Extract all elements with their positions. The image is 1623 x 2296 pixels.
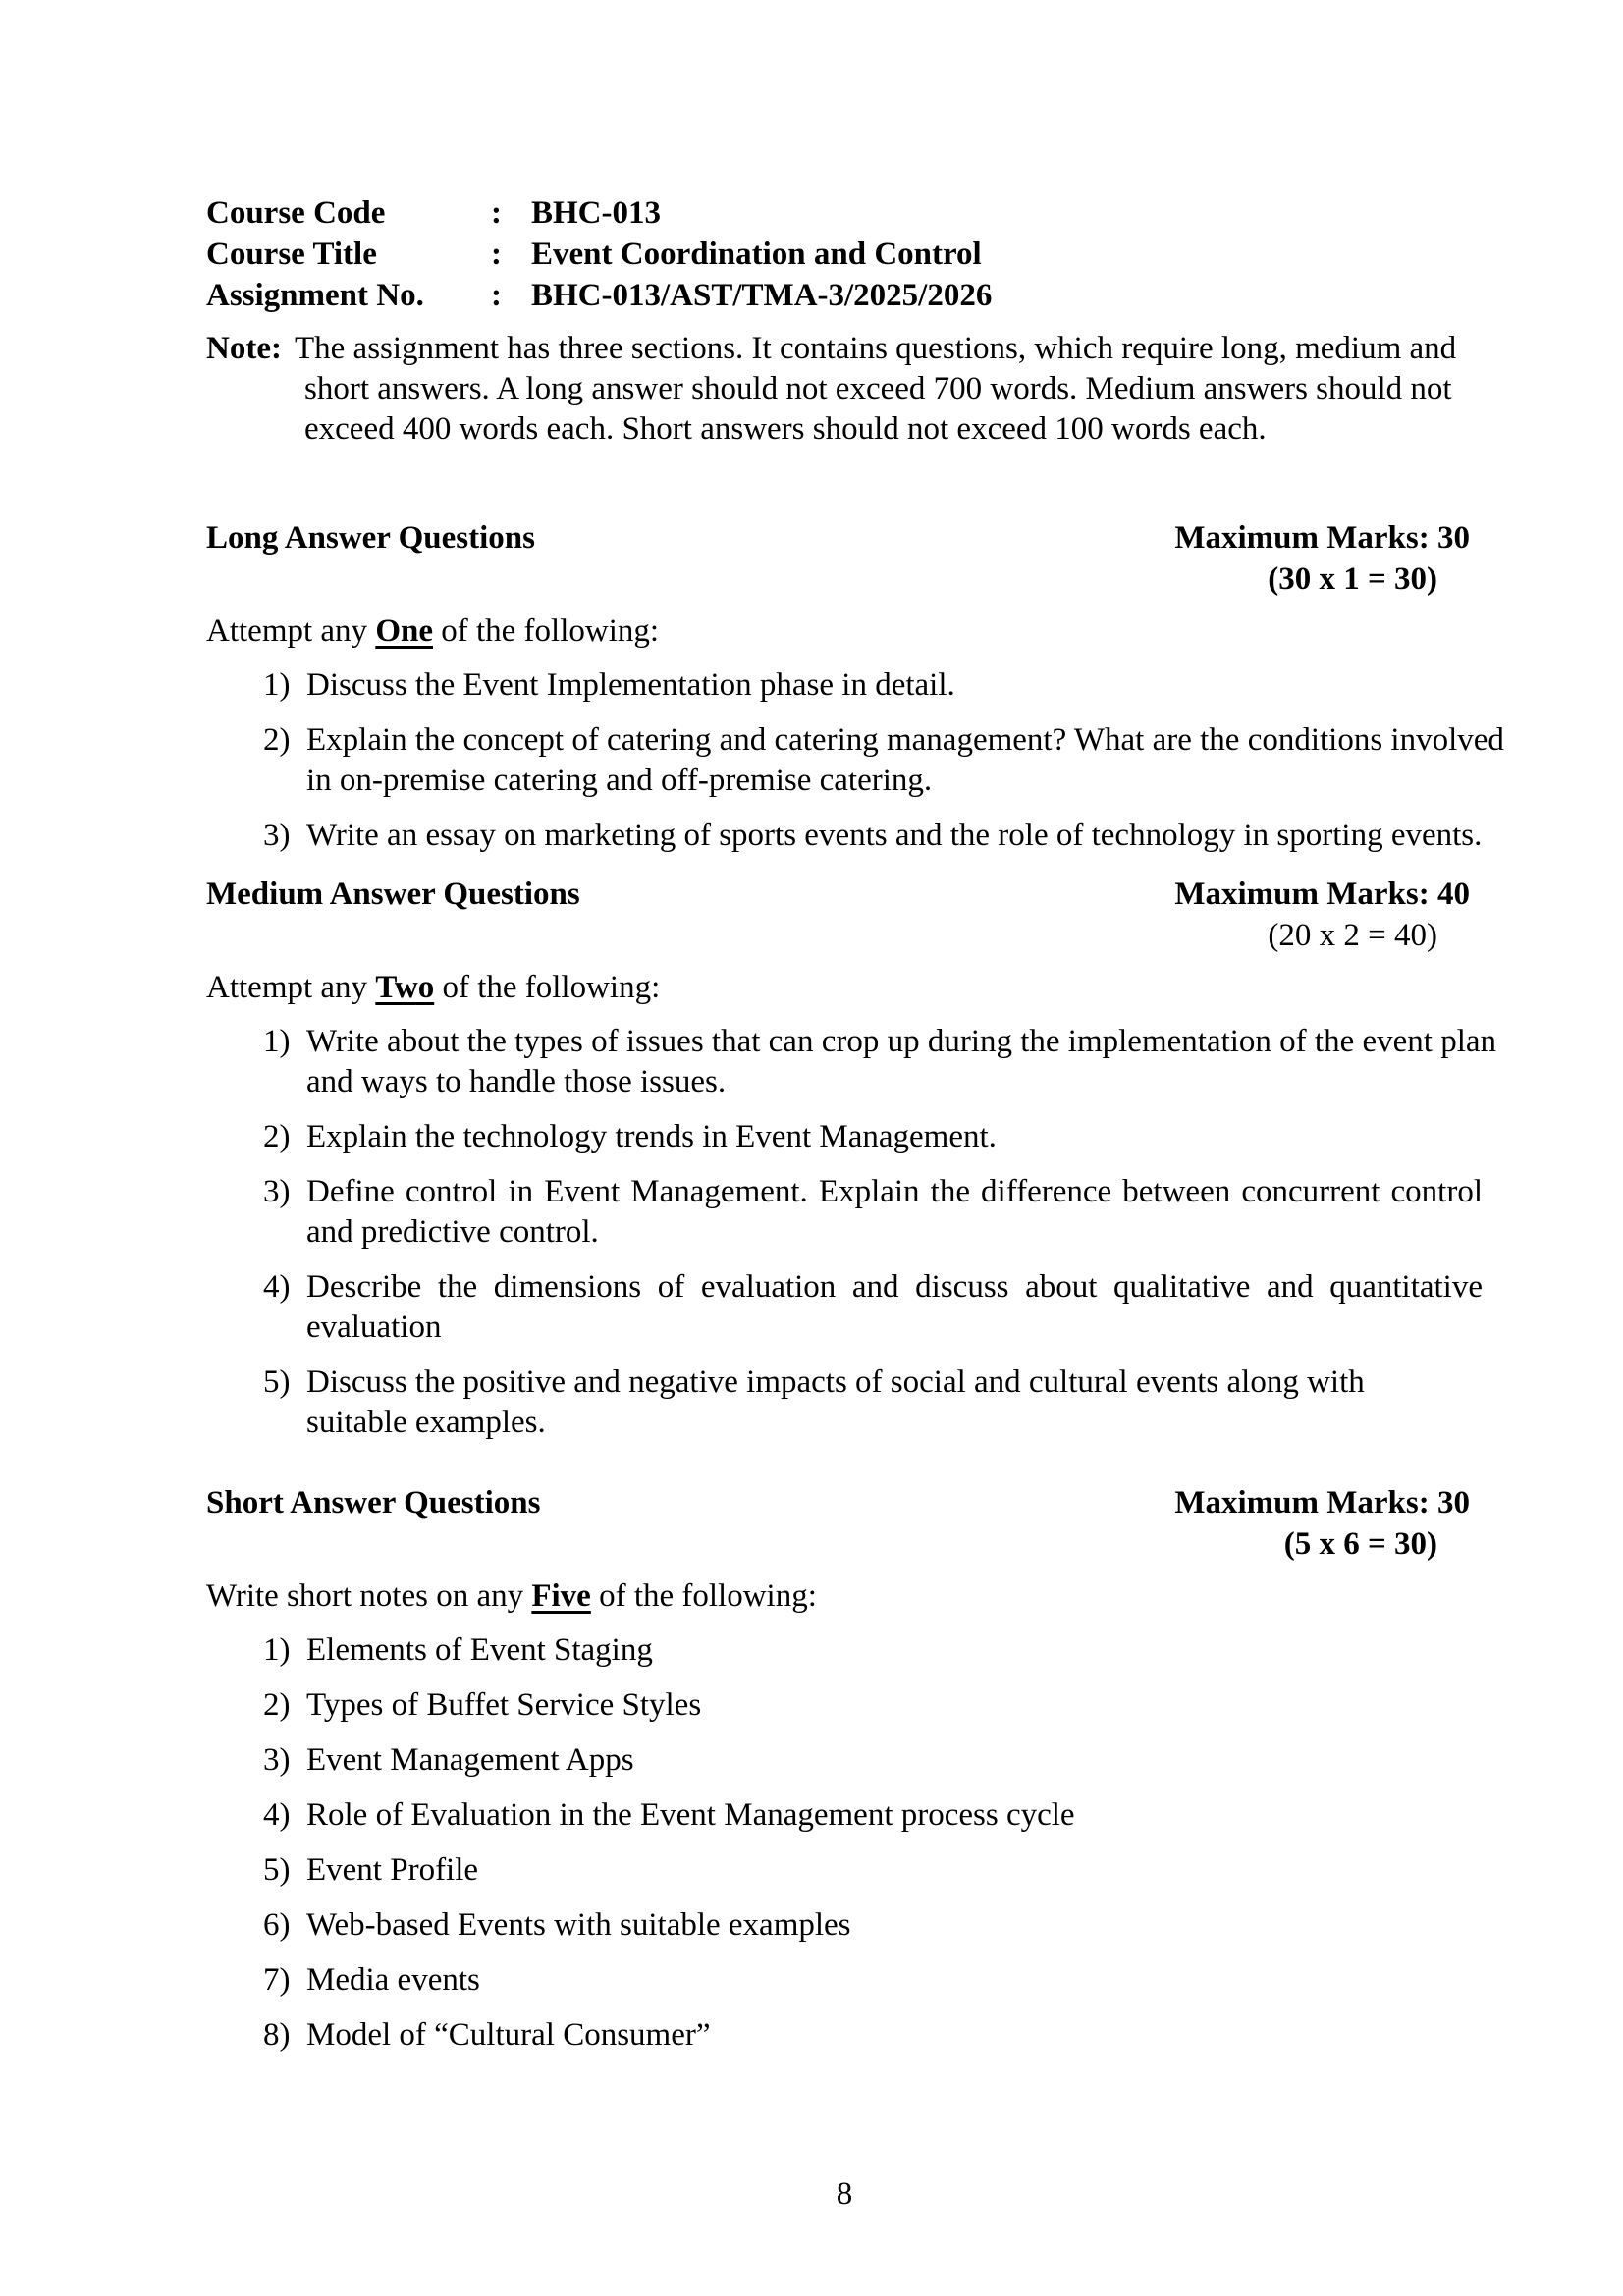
question-line: evaluation [306, 1309, 442, 1345]
question-text [306, 666, 1483, 706]
question-item [206, 816, 1483, 856]
question-number: 5) [263, 1364, 291, 1400]
note-line: exceed 400 words each. Short answers should not exceed 100 words each. [304, 411, 1267, 447]
section-heading-row [206, 874, 1483, 916]
question-number: 1) [263, 1632, 291, 1668]
question-number: 3) [263, 1174, 291, 1209]
question-line: Write an essay on marketing of sports events and the role of technology in sporting events. [306, 818, 1483, 853]
section-intro [206, 968, 1483, 1008]
intro-prefix: Attempt any [206, 614, 376, 649]
question-number: 8) [263, 2017, 291, 2053]
note-text: The assignment has three sections. It contains questions, which require long, medium and [295, 331, 1457, 366]
note-block [206, 329, 1483, 450]
intro-prefix: Write short notes on any [206, 1578, 532, 1614]
question-item [206, 1850, 1483, 1891]
question-line: Write about the types of issues that can crop up during the implementation of the event plan [306, 1024, 1497, 1059]
intro-keyword: Two [375, 970, 435, 1005]
question-line: Event Management Apps [306, 1742, 634, 1778]
question-item [206, 1362, 1483, 1443]
question-item [206, 1685, 1483, 1726]
question-item [206, 1117, 1483, 1157]
question-text [306, 1022, 1497, 1102]
question-item [206, 721, 1504, 801]
question-number: 2) [263, 722, 291, 758]
question-text [306, 1740, 1483, 1781]
question-item [206, 1960, 1483, 2001]
question-item [206, 1172, 1483, 1253]
question-line: Explain the technology trends in Event Management. [306, 1119, 997, 1154]
question-number: 2) [263, 1119, 291, 1154]
course-code-row [206, 192, 1483, 234]
marks-formula: (30 x 1 = 30) [1268, 561, 1437, 597]
marks-formula: (20 x 2 = 40) [1268, 918, 1437, 953]
page-number: 8 [836, 2176, 853, 2212]
question-item [206, 1740, 1483, 1781]
course-info-header [206, 192, 1483, 316]
assignment-no-row [206, 275, 1483, 316]
question-text [306, 1960, 1483, 2001]
section-long-answer [206, 517, 1504, 871]
intro-prefix: Attempt any [206, 970, 376, 1005]
section-heading-row [206, 1482, 1483, 1524]
question-item [206, 666, 1483, 706]
course-title-value: Event Coordination and Control [531, 237, 982, 272]
question-text [306, 1267, 1483, 1348]
question-line: and ways to handle those issues. [306, 1064, 727, 1099]
question-line: suitable examples. [306, 1405, 546, 1440]
question-list [206, 1022, 1497, 1443]
section-title: Medium Answer Questions [206, 877, 580, 912]
question-line: Event Profile [306, 1852, 479, 1888]
question-number: 5) [263, 1852, 291, 1888]
course-code-value: BHC-013 [531, 195, 661, 231]
question-number: 7) [263, 1962, 291, 1998]
section-intro [206, 1576, 1483, 1617]
question-list [206, 666, 1504, 856]
colon-separator: : [491, 237, 502, 272]
note-label: Note: [206, 331, 282, 366]
question-number: 1) [263, 1024, 291, 1059]
intro-keyword: Five [531, 1578, 591, 1614]
intro-keyword: One [375, 614, 433, 649]
note-line: short answers. A long answer should not exceed 700 words. Medium answers should not [304, 371, 1452, 406]
assignment-no-value: BHC-013/AST/TMA-3/2025/2026 [531, 278, 993, 313]
marks-formula: (5 x 6 = 30) [1283, 1526, 1437, 1562]
course-title-label: Course Title [206, 237, 377, 272]
question-text [306, 816, 1483, 856]
section-medium-answer [206, 874, 1497, 1458]
intro-suffix: of the following: [590, 1578, 817, 1614]
question-line: Define control in Event Management. Explain the difference between concurrent control [306, 1174, 1483, 1209]
colon-separator: : [491, 195, 502, 231]
question-line: Discuss the Event Implementation phase in detail. [306, 667, 955, 703]
section-title: Long Answer Questions [206, 520, 535, 556]
question-line: Model of “Cultural Consumer” [306, 2017, 711, 2053]
question-item [206, 1022, 1497, 1102]
question-number: 1) [263, 667, 291, 703]
intro-suffix: of the following: [432, 614, 660, 649]
assignment-no-label: Assignment No. [206, 278, 424, 313]
section-max-marks: Maximum Marks: 40 [1174, 877, 1470, 912]
question-number: 4) [263, 1269, 291, 1305]
question-text [306, 721, 1504, 801]
question-line: Explain the concept of catering and catering management? What are the conditions involved [306, 722, 1504, 758]
question-text [306, 1850, 1483, 1891]
question-line: Elements of Event Staging [306, 1632, 653, 1668]
question-number: 3) [263, 1742, 291, 1778]
question-number: 6) [263, 1907, 291, 1943]
question-list [206, 1630, 1483, 2056]
question-line: Discuss the positive and negative impacts of social and cultural events along with [306, 1364, 1365, 1400]
question-item [206, 1795, 1483, 1836]
question-text [306, 1630, 1483, 1671]
question-line: in on-premise catering and off-premise catering. [306, 763, 933, 798]
section-heading-row [206, 517, 1483, 560]
question-number: 2) [263, 1687, 291, 1723]
course-code-label: Course Code [206, 195, 386, 231]
question-number: 4) [263, 1797, 291, 1833]
section-intro [206, 612, 1483, 652]
question-line: Describe the dimensions of evaluation and discuss about qualitative and quantitative [306, 1269, 1483, 1305]
question-item [206, 1630, 1483, 1671]
question-line: Web-based Events with suitable examples [306, 1907, 851, 1943]
question-line: Types of Buffet Service Styles [306, 1687, 702, 1723]
question-item [206, 2015, 1483, 2056]
question-line: Role of Evaluation in the Event Management process cycle [306, 1797, 1075, 1833]
question-item [206, 1905, 1483, 1946]
question-line: Media events [306, 1962, 480, 1998]
section-max-marks: Maximum Marks: 30 [1174, 520, 1470, 556]
question-item [206, 1267, 1483, 1348]
question-line: and predictive control. [306, 1214, 599, 1250]
section-title: Short Answer Questions [206, 1485, 541, 1521]
question-text [306, 2015, 1483, 2056]
question-text [306, 1362, 1483, 1443]
section-max-marks: Maximum Marks: 30 [1174, 1485, 1470, 1521]
colon-separator: : [491, 278, 502, 313]
intro-suffix: of the following: [434, 970, 661, 1005]
question-text [306, 1905, 1483, 1946]
section-short-answer [206, 1482, 1483, 2070]
question-text [306, 1117, 1483, 1157]
question-text [306, 1685, 1483, 1726]
question-text [306, 1795, 1483, 1836]
question-text [306, 1172, 1483, 1253]
question-number: 3) [263, 818, 291, 853]
note-line [206, 329, 1483, 369]
course-title-row [206, 234, 1483, 275]
